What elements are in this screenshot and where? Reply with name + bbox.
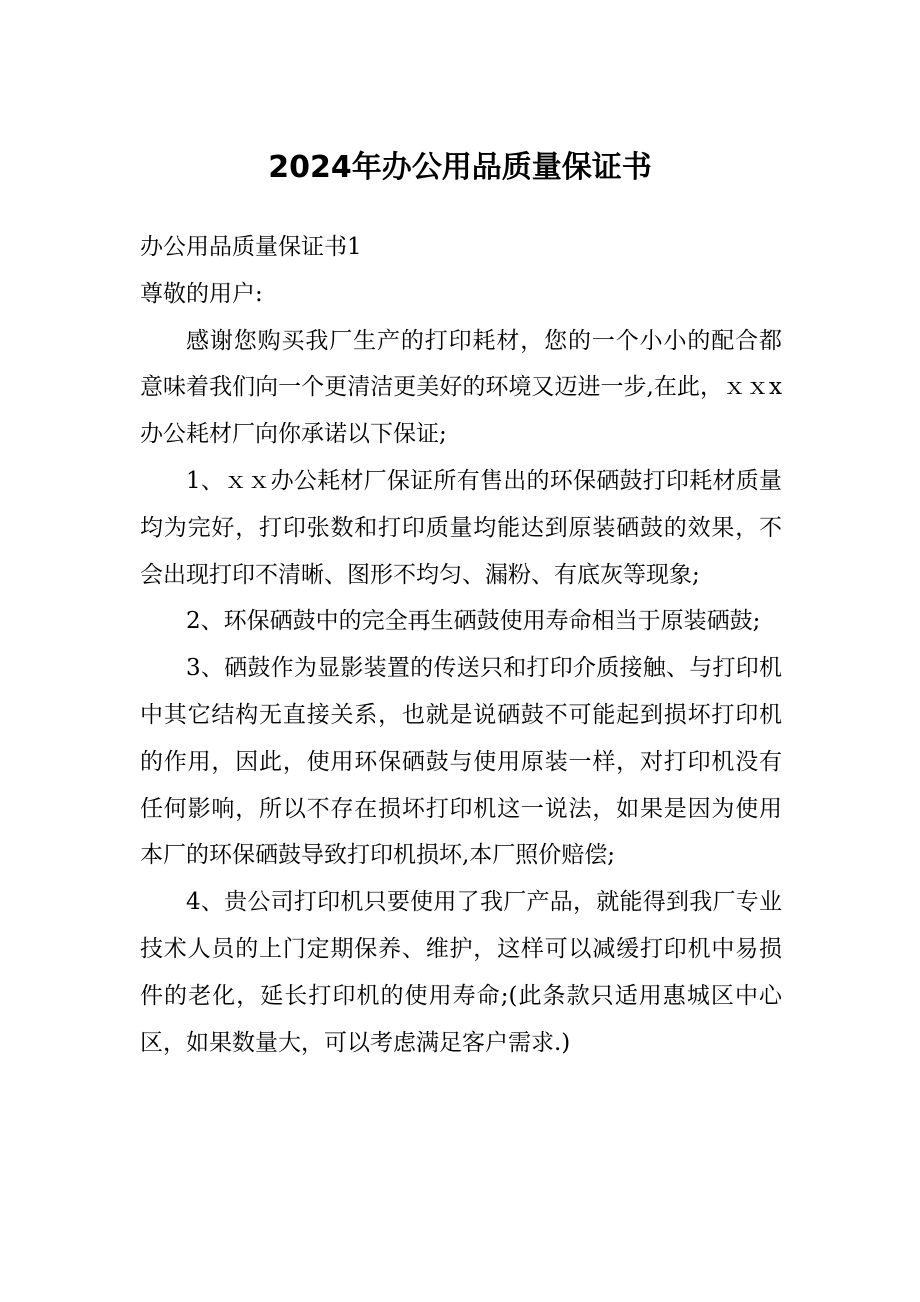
- paragraph-clause-1: 1、ｘｘ办公耗材厂保证所有售出的环保硒鼓打印耗材质量均为完好，打印张数和打印质量均能达到原装硒鼓的效果，不会出现打印不清晰、图形不均匀、漏粉、有底灰等现象;: [140, 467, 782, 588]
- document-body: [140, 224, 782, 1066]
- salutation: 尊敬的用户:: [140, 280, 263, 307]
- paragraph-intro: 感谢您购买我厂生产的打印耗材，您的一个小小的配合都意味着我们向一个更清洁更美好的环境又迈进一步,在此，ｘｘx办公耗材厂向你承诺以下保证;: [140, 327, 782, 448]
- document-subtitle: 办公用品质量保证书1: [140, 234, 362, 260]
- paragraph-clause-2: 2、环保硒鼓中的完全再生硒鼓使用寿命相当于原装硒鼓;: [186, 608, 761, 635]
- document-title: 2024年办公用品质量保证书: [268, 150, 652, 185]
- paragraph-clause-3: 3、硒鼓作为显影装置的传送只和打印介质接触、与打印机中其它结构无直接关系，也就是说硒鼓不可能起到损坏打印机的作用，因此，使用环保硒鼓与使用原装一样，对打印机没有任何影响，所以不存在损坏打印机这一说法，如果是因为使用本厂的环保硒鼓导致打印机损坏,本厂照价赔偿;: [140, 655, 782, 869]
- paragraph-clause-4: 4、贵公司打印机只要使用了我厂产品，就能得到我厂专业技术人员的上门定期保养、维护，这样可以减缓打印机中易损件的老化，延长打印机的使用寿命;(此条款只适用惠城区中心区，如果数量大，可以考虑满足客户需求.): [140, 889, 782, 1056]
